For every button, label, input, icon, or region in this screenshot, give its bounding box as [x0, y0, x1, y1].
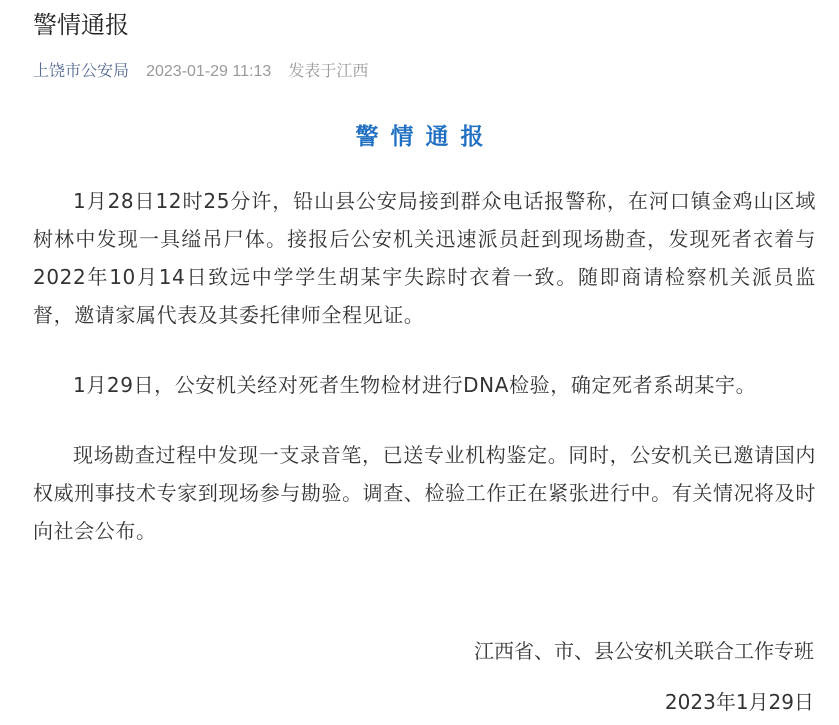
article-meta	[33, 60, 368, 83]
publish-location: 发表于江西	[288, 61, 369, 80]
article-title: 警情通报	[33, 11, 129, 39]
notice-body	[33, 182, 816, 582]
paragraph: 1月29日，公安机关经对死者生物检材进行DNA检验，确定死者系胡某宇。	[73, 373, 757, 397]
paragraph: 现场勘查过程中发现一支录音笔，已送专业机构鉴定。同时，公安机关已邀请国内权威刑事技术专家到现场参与勘验。调查、检验工作正在紧张进行中。有关情况将及时向社会公布。	[33, 443, 816, 543]
publish-time: 2023-01-29 11:13	[146, 63, 272, 80]
account-name-link[interactable]: 上饶市公安局	[33, 61, 130, 80]
notice-heading: 警情通报	[355, 124, 496, 150]
issue-date: 2023年1月29日	[664, 690, 814, 714]
paragraph: 1月28日12时25分许，铅山县公安局接到群众电话报警称，在河口镇金鸡山区域树林中发现一具缢吊尸体。接报后公安机关迅速派员赶到现场勘查，发现死者衣着与2022年10月14日致远中学学生胡某宇失踪时衣着一致。随即商请检察机关派员监督，邀请家属代表及其委托律师全程见证。	[33, 189, 816, 327]
issuer-signature: 江西省、市、县公安机关联合工作专班	[474, 639, 814, 663]
